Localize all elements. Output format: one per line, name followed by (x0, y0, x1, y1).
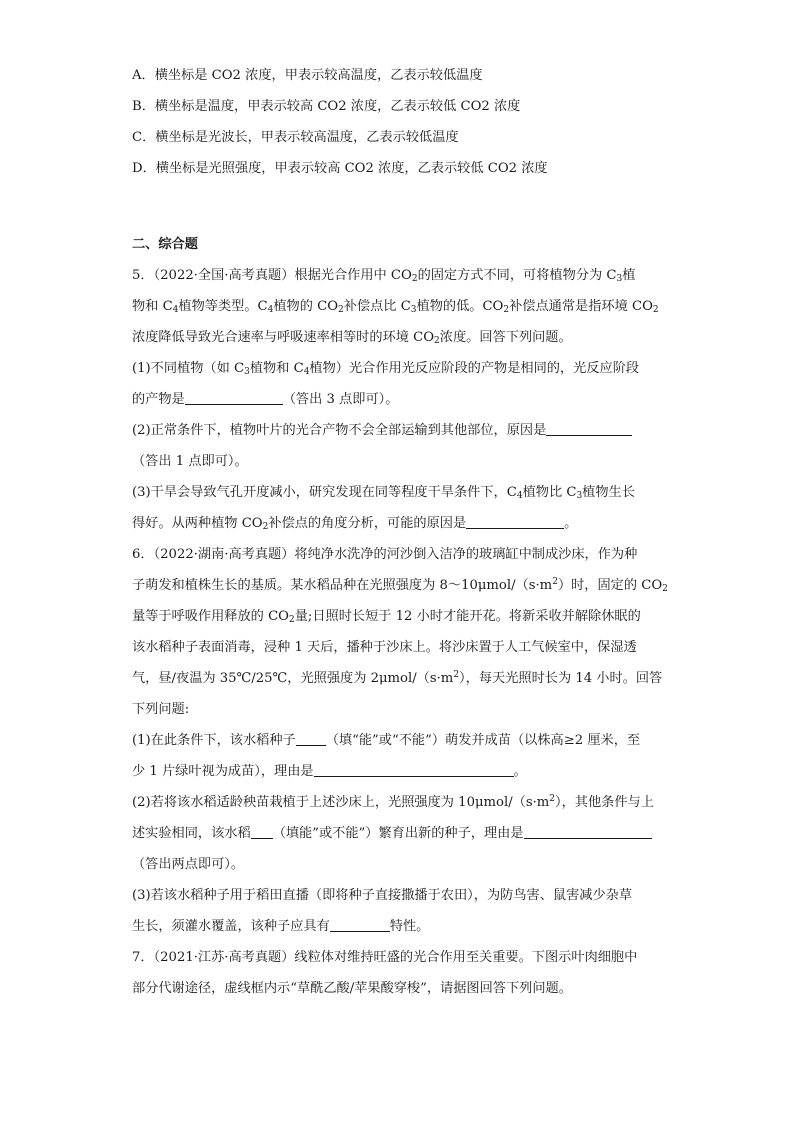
q6-sub-1: (1)在此条件下，该水稻种子 （填“能”或“不能”）萌发并成苗（以株高≥2 厘米，至 (132, 733, 641, 748)
q6-sub-3-cont: 生长，须灌水覆盖，该种子应具有 特性。 (132, 919, 430, 934)
answer-blank[interactable] (546, 422, 632, 436)
answer-blank[interactable] (251, 825, 273, 839)
q5-sub-2: (2)正常条件下，植物叶片的光合产物不会全部运输到其他部位，原因是 (132, 415, 672, 446)
answer-blank[interactable] (330, 918, 390, 932)
q5-sub-1: (1)不同植物（如 $C_3$植物和 $C_4$植物）光合作用光反应阶段的产物是相同的，光反应阶段 (132, 361, 640, 377)
answer-blank[interactable] (296, 732, 326, 746)
q5-sub-3-cont: 得好。从两种植物 $CO_2$补偿点的角度分析，可能的原因是 。 (132, 516, 578, 532)
q6-sub-1-cont: 少 1 片绿叶视为成苗），理由是 。 (132, 764, 527, 779)
q6-line-1: 6．（2022·湖南·高考真题）将纯净水洗净的河沙倒入洁净的玻璃缸中制成沙床，作为种 (132, 547, 638, 562)
answer-blank[interactable] (524, 825, 652, 839)
answer-blank[interactable] (185, 391, 283, 405)
q6-sub-2-end: （答出两点即可）。 (132, 857, 245, 872)
q6-sub-2: (2)若将该水稻适龄秧苗栽植于上述沙床上，光照强度为 $10\mu mol/(s\cdot m^2)$，其他条件与上 (132, 794, 654, 810)
q6-line-3: 量等于呼吸作用释放的 $CO_2$量;日照时长短于 12 小时才能开花。将新采收并解除休眠的 (132, 609, 641, 625)
q5-sub-3: (3)干旱会导致气孔开度减小，研究发现在同等程度干旱条件下，$C_4$植物比 $C_3$植物生长 (132, 485, 635, 501)
option-a: A．横坐标是 CO2 浓度，甲表示较高温度，乙表示较低温度 (132, 68, 483, 83)
q6-sub-2-cont: 述实验相同，该水稻 （填能”或不能”）繁育出新的种子，理由是 (132, 818, 672, 849)
q5-line-3: 浓度降低导致光合速率与呼吸速率相等时的环境 $CO_2$浓度。回答下列问题。 (132, 330, 572, 346)
answer-blank[interactable] (314, 763, 514, 777)
option-b: B．横坐标是温度，甲表示较高 CO2 浓度，乙表示较低 CO2 浓度 (132, 99, 521, 114)
q6-line-6: 下列问题: (132, 702, 190, 717)
q5-line-1: 5．（2022·全国·高考真题）根据光合作用中 $CO_2$的固定方式不同，可将植物分为 $C_3$植 (132, 268, 636, 284)
q5-sub-2-cont: （答出 1 点即可）。 (132, 454, 248, 469)
q6-line-2: 子萌发和植株生长的基质。某水稻品种在光照强度为 $8\sim 10\mu mol/(s\cdot m^2)$时，固定的 $CO_2$ (132, 577, 668, 594)
section-title: 二、综合题 (132, 237, 198, 252)
option-c: C．横坐标是光波长，甲表示较高温度，乙表示较低温度 (132, 130, 459, 145)
q7-line-1: 7．（2021·江苏·高考真题）线粒体对维持旺盛的光合作用至关重要。下图示叶肉细胞中 (132, 950, 638, 965)
q6-sub-3: (3)若该水稻种子用于稻田直播（即将种子直接撒播于农田），为防鸟害、鼠害减少杂草 (132, 888, 633, 903)
answer-blank[interactable] (466, 515, 564, 529)
q6-line-5: 气，昼/夜温为 35℃/25℃，光照强度为 $2\mu mol/(s\cdot m^2)$，每天光照时长为 14 小时。回答 (132, 670, 663, 686)
option-d: D．横坐标是光照强度，甲表示较高 CO2 浓度，乙表示较低 CO2 浓度 (132, 161, 548, 176)
q6-line-4: 该水稻种子表面消毒，浸种 1 天后，播种于沙床上。将沙床置于人工气候室中，保湿透 (132, 640, 637, 655)
q5-sub-1-cont: 的产物是 （答出 3 点即可）。 (132, 392, 399, 407)
q5-line-2: 物和 $C_4$植物等类型。$C_4$植物的 $CO_2$补偿点比 $C_3$植物的低。$CO_2$补偿点通常是指环境 $CO_2$ (132, 299, 659, 315)
q7-line-2: 部分代谢途径，虚线框内示“草酰乙酸/苹果酸穿梭”，请据图回答下列问题。 (132, 981, 572, 996)
